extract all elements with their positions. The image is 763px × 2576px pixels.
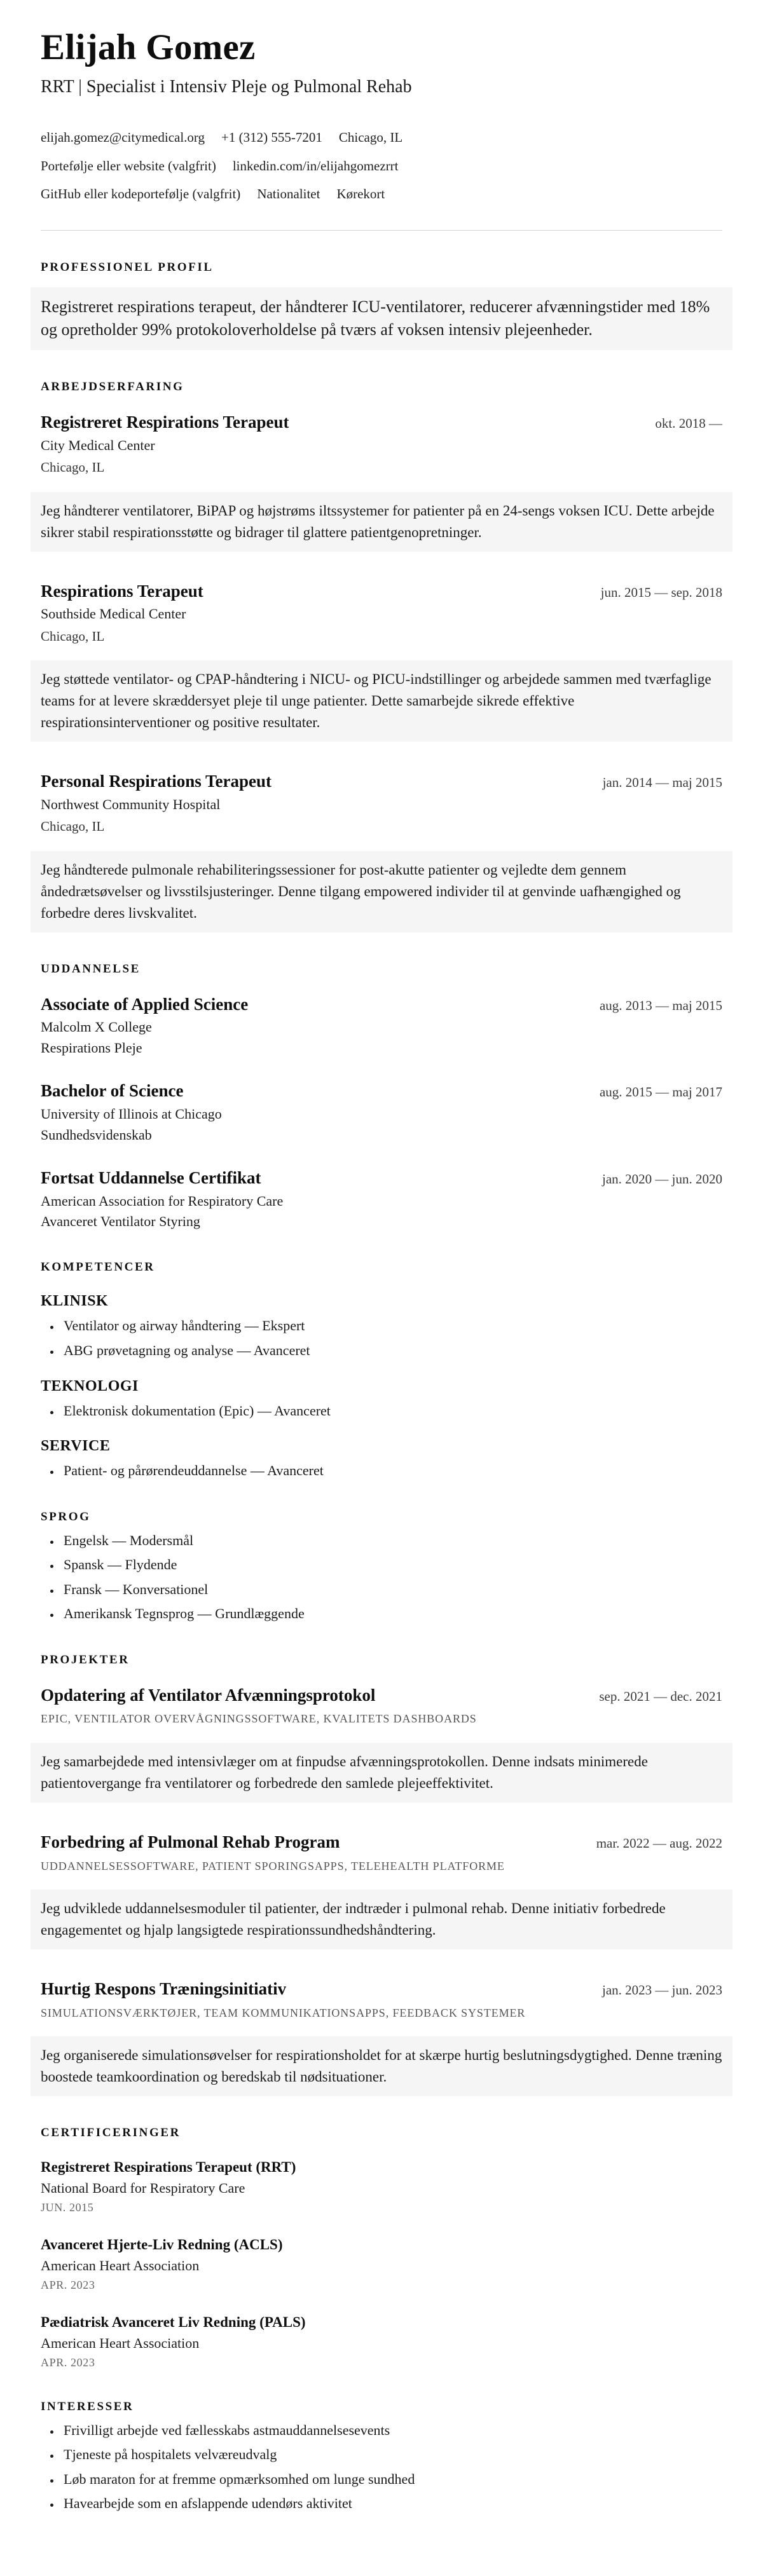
project-title: Forbedring af Pulmonal Rehab Program	[41, 1832, 340, 1851]
resume-header	[41, 27, 722, 202]
job-description: Jeg håndterede pulmonale rehabiliteringssessioner for post-akutte patienter og vejledte dem gennem åndedrætsøvelser og livsstilsjusteringer. Denne tilgang empowered individer til at genvinde uafhængighed og forbedre deres livskvalitet.	[31, 851, 732, 932]
project-date-range: jan. 2023 — jun. 2023	[602, 1982, 722, 1998]
project-date-range: mar. 2022 — aug. 2022	[596, 1835, 722, 1851]
job-description: Jeg støttede ventilator- og CPAP-håndtering i NICU- og PICU-indstillinger og arbejdede sammen med tværfaglige teams for at levere skræddersyet pleje til unge patienter. Dette samarbejde sikrede effektive respirationsinterventioner og positive resultater.	[31, 660, 732, 742]
email-text: elijah.gomez@citymedical.org	[41, 130, 205, 146]
interest-item: • Frivilligt arbejde ved fællesskabs astmauddannelsesevents	[61, 2422, 722, 2440]
github-placeholder-text: GitHub eller kodeportefølje (valgfrit)	[41, 186, 241, 201]
education-entry	[41, 1080, 722, 1143]
project-entry-head	[41, 1979, 722, 2000]
experience-heading: ARBEJDSERFARING	[41, 380, 184, 394]
candidate-name: Elijah Gomez	[41, 27, 256, 67]
skill-item: • Elektronisk dokumentation (Epic) — Avanceret	[61, 1402, 722, 1421]
interest-item: • Løb maraton for at fremme opmærksomhed om lunge sundhed	[61, 2470, 722, 2489]
certification-date: APR. 2023	[41, 2356, 95, 2369]
project-title: Hurtig Respons Træningsinitiativ	[41, 1979, 287, 1998]
interest-item: • Havearbejde som en afslappende udendørs aktivitet	[61, 2495, 722, 2513]
job-entry	[41, 412, 722, 552]
section-projects	[41, 1653, 722, 2096]
job-entry	[41, 771, 722, 932]
skills-heading: KOMPETENCER	[41, 1260, 155, 1274]
project-date-range: sep. 2021 — dec. 2021	[599, 1688, 722, 1704]
education-entry-head	[41, 1080, 722, 1102]
job-title: Registreret Respirations Terapeut	[41, 412, 289, 432]
job-entry	[41, 581, 722, 742]
section-languages	[41, 1509, 722, 1623]
language-item: • Spansk — Flydende	[61, 1556, 722, 1574]
interest-list	[41, 2422, 722, 2513]
job-location: Chicago, IL	[41, 460, 105, 475]
project-entry-head	[41, 1832, 722, 1853]
project-entry	[41, 1685, 722, 1803]
job-location: Chicago, IL	[41, 819, 105, 835]
language-list	[41, 1532, 722, 1623]
language-item: • Engelsk — Modersmål	[61, 1532, 722, 1550]
language-item: • Amerikansk Tegnsprog — Grundlæggende	[61, 1605, 722, 1623]
website-placeholder-text: Portefølje eller website (valgfrit)	[41, 158, 216, 174]
certification-name: Avanceret Hjerte-Liv Redning (ACLS)	[41, 2236, 283, 2252]
education-entry-head	[41, 994, 722, 1016]
candidate-job-title: RRT | Specialist i Intensiv Pleje og Pulmonal Rehab	[41, 76, 412, 97]
degree-title: Associate of Applied Science	[41, 994, 249, 1014]
drivers-license-text: Kørekort	[336, 186, 385, 201]
skill-group-name: TEKNOLOGI	[41, 1377, 139, 1394]
certification-org: American Heart Association	[41, 2334, 200, 2351]
education-date-range: jan. 2020 — jun. 2020	[602, 1171, 722, 1187]
education-entry-head	[41, 1168, 722, 1189]
header-divider	[41, 230, 722, 231]
certification-name: Pædiatrisk Avanceret Liv Redning (PALS)	[41, 2314, 306, 2330]
job-location: Chicago, IL	[41, 628, 105, 644]
skill-group-name: KLINISK	[41, 1293, 109, 1310]
certification-name: Registreret Respirations Terapeut (RRT)	[41, 2158, 296, 2175]
interests-heading: INTERESSER	[41, 2399, 134, 2413]
job-company: Southside Medical Center	[41, 606, 186, 622]
contact-line-1	[41, 129, 722, 146]
skill-list	[41, 1462, 722, 1480]
certification-entry	[41, 2313, 722, 2370]
school-name: American Association for Respiratory Care	[41, 1192, 284, 1209]
contact-line-3	[41, 186, 722, 202]
project-entry	[41, 1832, 722, 1949]
job-company: City Medical Center	[41, 437, 155, 453]
nationality-text: Nationalitet	[257, 186, 320, 201]
section-skills	[41, 1260, 722, 1480]
education-heading: UDDANNELSE	[41, 962, 141, 976]
project-description: Jeg udviklede uddannelsesmoduler til patienter, der indtræder i pulmonal rehab. Denne initiativ forbedrede engagementet og hjalp langsigtede respirationssundhedshåndtering.	[31, 1890, 732, 1949]
job-entry-head	[41, 581, 722, 603]
skill-group-service	[41, 1436, 722, 1480]
education-entry	[41, 1168, 722, 1230]
certification-entry	[41, 2235, 722, 2293]
education-date-range: aug. 2015 — maj 2017	[599, 1084, 722, 1100]
job-entry-head	[41, 771, 722, 793]
project-description: Jeg organiserede simulationsøvelser for respirationsholdet for at skærpe hurtig beslutningsdygtighed. Denne træning boostede teamkoordination og beredskab til nødsituationer.	[31, 2036, 732, 2096]
languages-heading: SPROG	[41, 1509, 91, 1523]
phone-text: +1 (312) 555-7201	[221, 130, 322, 146]
projects-heading: PROJEKTER	[41, 1653, 130, 1666]
linkedin-text: linkedin.com/in/elijahgomezrrt	[232, 158, 399, 174]
certification-org: National Board for Respiratory Care	[41, 2179, 245, 2196]
certification-entry	[41, 2158, 722, 2215]
certification-org: American Heart Association	[41, 2257, 200, 2273]
skill-item: • Patient- og pårørendeuddannelse — Avanceret	[61, 1462, 722, 1480]
project-entry-head	[41, 1685, 722, 1707]
skill-list	[41, 1317, 722, 1360]
job-date-range: jan. 2014 — maj 2015	[602, 775, 722, 791]
profile-heading: PROFESSIONEL PROFIL	[41, 260, 214, 274]
project-description: Jeg samarbejdede med intensivlæger om at finpudse afvænningsprotokollen. Denne indsats minimerede patientovergange fra ventilatorer og forbedrede den samlede plejeeffektivitet.	[31, 1743, 732, 1803]
project-tools: UDDANNELSESSOFTWARE, PATIENT SPORINGSAPPS, TELEHEALTH PLATFORME	[41, 1859, 505, 1872]
job-date-range: jun. 2015 — sep. 2018	[600, 584, 722, 600]
education-entry	[41, 994, 722, 1057]
job-date-range: okt. 2018 —	[655, 416, 722, 432]
interest-item: • Tjeneste på hospitalets velværeudvalg	[61, 2446, 722, 2464]
degree-title: Bachelor of Science	[41, 1081, 184, 1101]
language-item: • Fransk — Konversationel	[61, 1581, 722, 1599]
degree-title: Fortsat Uddannelse Certifikat	[41, 1168, 261, 1188]
field-of-study: Sundhedsvidenskab	[41, 1126, 152, 1143]
skill-item: • ABG prøvetagning og analyse — Avanceret	[61, 1342, 722, 1360]
skill-group-technology	[41, 1377, 722, 1421]
skill-item: • Ventilator og airway håndtering — Ekspert	[61, 1317, 722, 1335]
job-entry-head	[41, 412, 722, 433]
project-title: Opdatering af Ventilator Afvænningsprotokol	[41, 1685, 376, 1705]
project-tools: SIMULATIONSVÆRKTØJER, TEAM KOMMUNIKATIONSAPPS, FEEDBACK SYSTEMER	[41, 2006, 526, 2019]
section-interests	[41, 2399, 722, 2513]
project-tools: EPIC, VENTILATOR OVERVÅGNINGSSOFTWARE, KVALITETS DASHBOARDS	[41, 1712, 477, 1726]
skill-list	[41, 1402, 722, 1421]
job-description: Jeg håndterer ventilatorer, BiPAP og højstrøms iltssystemer for patienter på en 24-sengs voksen ICU. Dette arbejde sikrer stabil respirationsstøtte og bidrager til glattere patientgenopretninger.	[31, 492, 732, 552]
skill-group-name: SERVICE	[41, 1438, 111, 1455]
education-date-range: aug. 2013 — maj 2015	[599, 997, 722, 1013]
job-title: Personal Respirations Terapeut	[41, 772, 272, 791]
certifications-heading: CERTIFICERINGER	[41, 2126, 181, 2140]
section-experience	[41, 379, 722, 932]
section-education	[41, 962, 722, 1230]
school-name: Malcolm X College	[41, 1019, 152, 1035]
job-title: Respirations Terapeut	[41, 581, 203, 601]
skill-group-clinical	[41, 1291, 722, 1360]
section-profile	[41, 260, 722, 351]
location-text: Chicago, IL	[338, 130, 403, 146]
contact-line-2	[41, 158, 722, 174]
certification-date: APR. 2023	[41, 2279, 95, 2292]
field-of-study: Respirations Pleje	[41, 1039, 142, 1056]
field-of-study: Avanceret Ventilator Styring	[41, 1213, 200, 1230]
school-name: University of Illinois at Chicago	[41, 1106, 222, 1122]
job-company: Northwest Community Hospital	[41, 796, 221, 812]
section-certifications	[41, 2125, 722, 2370]
profile-summary-text: Registreret respirations terapeut, der håndterer ICU-ventilatorer, reducerer afvænningstider med 18% og opretholder 99% protokoloverholdelse på tværs af voksen intensiv plejeenheder.	[31, 287, 732, 351]
certification-date: JUN. 2015	[41, 2201, 94, 2214]
project-entry	[41, 1979, 722, 2096]
